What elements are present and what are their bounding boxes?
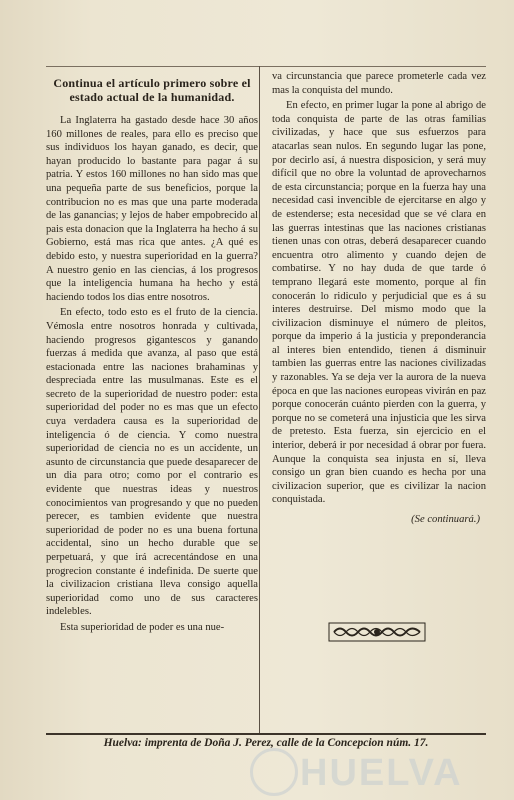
- paragraph: En efecto, todo esto es el fruto de la ciencia. Vémosla entre nosotros honrada y cultivada, haciendo progresos gigantescos y ganando fuerzas á medida que avanza, al paso que está estacionada entre las naciones brahaminas y despreciada entre las musulmanas. Este es el secreto de la superioridad de nuestro poder: esta superioridad del poder no es mas que un efecto cuya verdadera causa es la superioridad de inteligencia ó de ciencia. Y como nuestra superioridad de ciencia no es un accidente, un asunto de circunstancia que puede desaparecer de un dia para otro; como por el contrario es evidente que nuestras ideas y nuestros conocimientos van progresando y que no pueden perecer, es tambien evidente que nuestra superioridad de poder no es una buena fortuna accidental, sino un hecho durable que se perpetuará, y que irá acrecentándose en una progrecion constante é indefinida. De suerte que la civilizacion cristiana lleva consigo aquella superioridad como uno de sus caracteres indelebles.: [46, 307, 258, 618]
- paragraph: En efecto, en primer lugar la pone al abrigo de toda conquista de parte de las otras familias civilizadas, y hace que sus esfuerzos para atacarlas sean nulos. En segundo lugar las pone, por decirlo así, á nuestra disposicion, y será muy difícil que no obre la voluntad de aprovecharnos de esta circunstancia; porque en la fuerza hay una necesidad casi invencible de ejercitarse en algo y de estenderse; esta necesidad que se vé clara en las guerras intestinas que las naciones cristianas tienen unas con otras, deberá desaparecer cuando encuentra otro alimento y cuando dejen de combatirse. Y no hay duda de que tarde ó temprano llegará este momento, porque al fin conocerán lo ridiculo y perjudicial que es á su interes destruirse. Del mismo modo que la civilizacion disminuye el número de pleitos, porque da imperio á la justicia y preponderancia al interes bien entendido, tienen á disminuir tambien las guerras entre las naciones civilizadas y razonables. Ya se deja ver la aurora de la nueva época en que las naciones europeas vivirán en paz porque conocerán cuánto pierden con la guerra, y porque no se cometerá una injusticia que les sirva de pretesto. Esta fuerza, sin ejercicio en el interior, deberá ir por necesidad á obrar por fuera. Aunque la conquista sea injusta en sí, lleva consigo un gran bien cuando es hecha por una civilizacion superior, que es civilizar la nacion conquistada.: [272, 100, 486, 506]
- watermark-seal-icon: [250, 748, 298, 796]
- article-title: Continua el artículo primero sobre el estado actual de la humanidad.: [53, 76, 251, 104]
- column-divider: [259, 66, 260, 734]
- continuation-note: (Se continuará.): [411, 514, 480, 525]
- left-column: [46, 70, 258, 637]
- paragraph: La Inglaterra ha gastado desde hace 30 años 160 millones de reales, para ello es preciso que sus individuos los hayan ganado, es decir, que hayan producido lo bastante para pagar á su patria. Y estos 160 millones no han sido mas que una pequeña parte de sus beneficios, porque la contribucion no es mas que una parte moderada de las ganancias; y lejos de haber empobrecido al pais esta donacion que la Inglaterra ha hecho á su Gobierno, está mas rica que antes. ¿A qué es debido esto, y nuestra superioridad en la guerra? A nuestro genio en las ciencias, á los progresos que la inteligencia humana ha hecho y está haciendo todos los dias entre nosotros.: [46, 115, 258, 303]
- vignette-ornament-icon: [328, 622, 426, 642]
- paragraph: Esta superioridad de poder es una nue-: [60, 621, 225, 633]
- watermark-text: HUELVA: [300, 752, 463, 794]
- printer-imprint: Huelva: imprenta de Doña J. Perez, calle de la Concepcion núm. 17.: [46, 733, 486, 749]
- right-column: [272, 70, 486, 527]
- paragraph: va circunstancia que parece prometerle cada vez mas la conquista del mundo.: [272, 71, 486, 96]
- top-rule: [46, 66, 486, 67]
